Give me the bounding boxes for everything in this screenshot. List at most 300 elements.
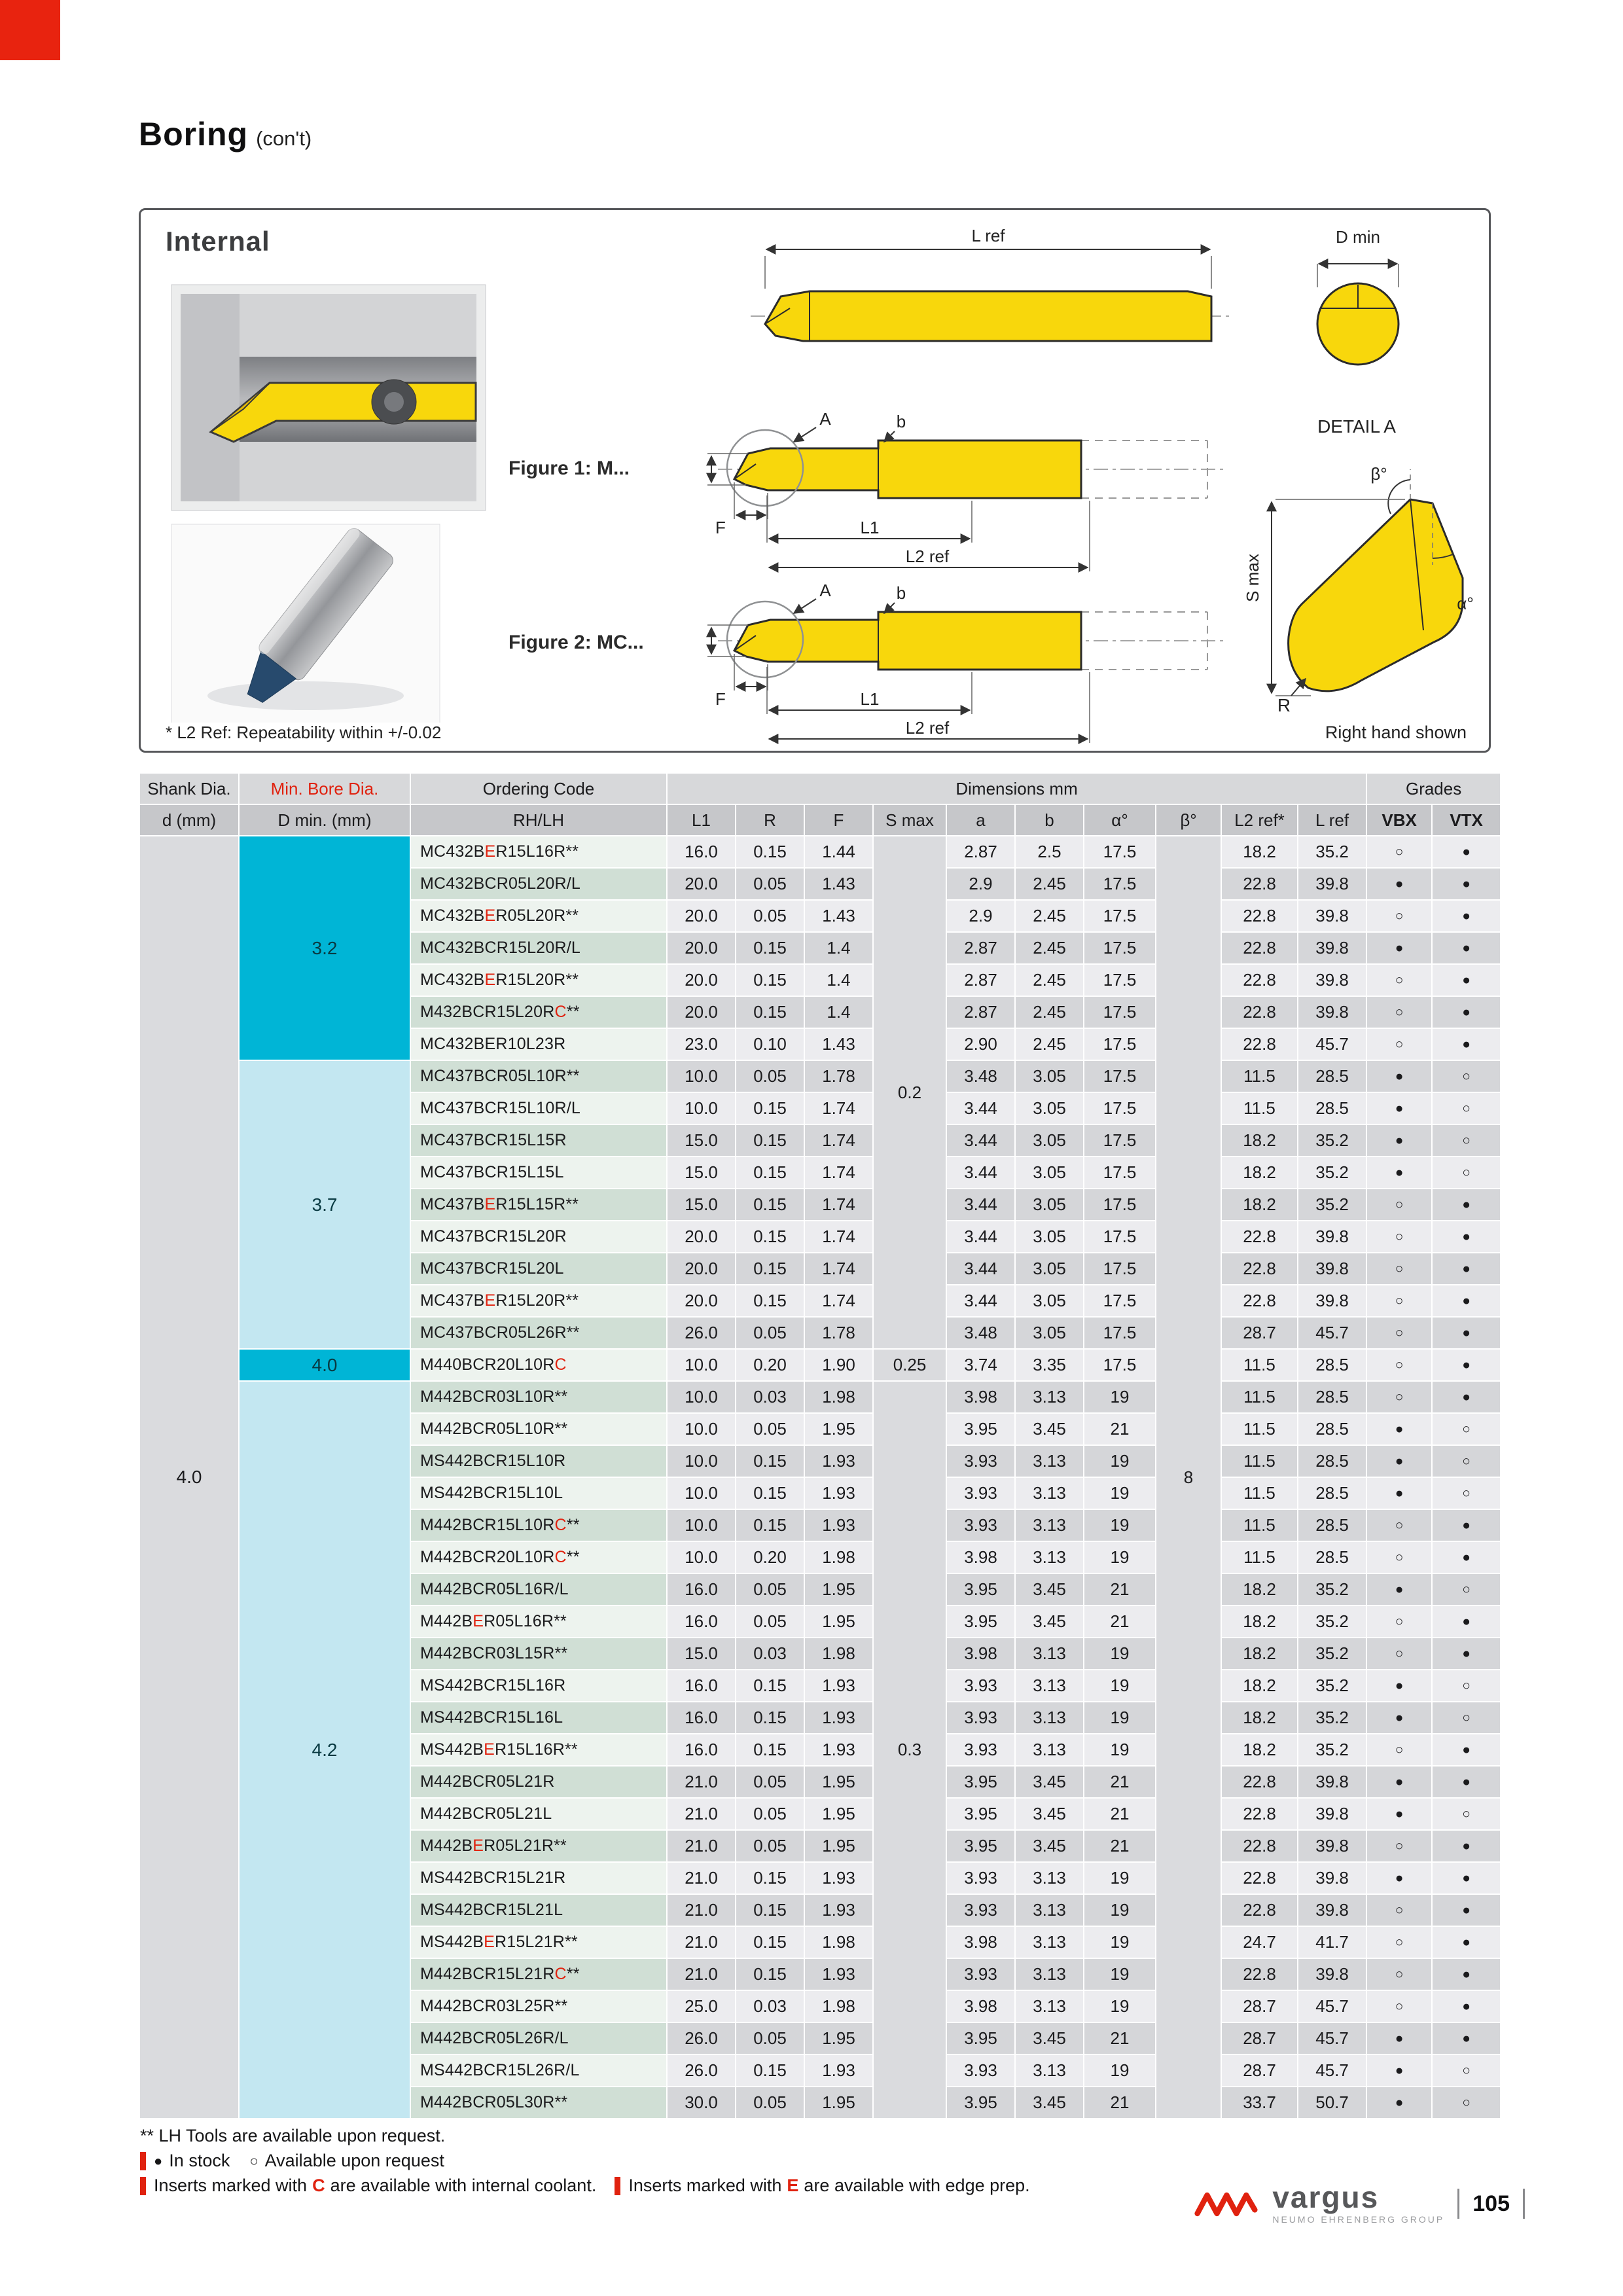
dim-value-cell: 3.93 — [947, 1510, 1014, 1541]
dim-value-cell: 1.78 — [805, 1318, 872, 1348]
dim-value-cell: 28.7 — [1222, 2023, 1297, 2054]
ordering-code-cell: M442BCR03L15R** — [411, 1638, 666, 1669]
dim-value-cell: 26.0 — [668, 2023, 735, 2054]
dim-value-cell: 1.78 — [805, 1061, 872, 1092]
dim-value-cell: 19 — [1084, 1478, 1155, 1509]
dim-value-cell: 18.2 — [1222, 1670, 1297, 1701]
dim-value-cell: 0.05 — [736, 1574, 804, 1605]
ordering-code-cell: M442BCR05L30R** — [411, 2087, 666, 2118]
dim-value-cell: 2.90 — [947, 1029, 1014, 1060]
right-hand-note: Right hand shown — [1325, 723, 1467, 742]
grade-vbx-cell: ○ — [1367, 1606, 1431, 1637]
dim-value-cell: 3.13 — [1016, 1638, 1083, 1669]
grade-vtx-cell: ● — [1433, 1991, 1500, 2022]
dim-value-cell: 2.87 — [947, 933, 1014, 963]
header-min-bore-dia: Min. Bore Dia. — [240, 774, 410, 804]
dim-value-cell: 20.0 — [668, 933, 735, 963]
bore-dia-cell: 4.2 — [240, 1382, 410, 2118]
grade-vbx-cell: ● — [1367, 1125, 1431, 1156]
dim-value-cell: 3.93 — [947, 1702, 1014, 1733]
grade-vbx-cell: ○ — [1367, 1638, 1431, 1669]
grade-vtx-cell: ● — [1433, 2023, 1500, 2054]
dim-value-cell: 3.45 — [1016, 2087, 1083, 2118]
dim-value-cell: 26.0 — [668, 1318, 735, 1348]
dim-value-cell: 3.44 — [947, 1285, 1014, 1316]
ordering-code-cell: MS442BER15L16R** — [411, 1734, 666, 1765]
dim-value-cell: 1.93 — [805, 1702, 872, 1733]
dim-value-cell: 35.2 — [1298, 836, 1366, 867]
grade-vtx-cell: ○ — [1433, 1478, 1500, 1509]
dim-value-cell: 0.05 — [736, 1606, 804, 1637]
dim-value-cell: 3.95 — [947, 1767, 1014, 1797]
dim-value-cell: 17.5 — [1084, 1125, 1155, 1156]
dim-value-cell: 2.45 — [1016, 1029, 1083, 1060]
dim-value-cell: 21 — [1084, 1767, 1155, 1797]
dim-value-cell: 26.0 — [668, 2055, 735, 2086]
dim-value-cell: 20.0 — [668, 1285, 735, 1316]
dim-value-cell: 22.8 — [1222, 965, 1297, 996]
subheader-a: a — [947, 805, 1014, 835]
grade-vbx-cell: ○ — [1367, 1382, 1431, 1412]
figure1-drawing — [707, 409, 1223, 571]
grade-vbx-cell: ● — [1367, 1799, 1431, 1829]
grade-vbx-cell: ● — [1367, 2087, 1431, 2118]
header-shank-dia: Shank Dia. — [140, 774, 238, 804]
s-max-cell: 0.3 — [874, 1382, 946, 2118]
dim-value-cell: 2.87 — [947, 997, 1014, 1028]
grade-vbx-cell: ● — [1367, 2023, 1431, 2054]
page-number-divider — [1523, 2189, 1525, 2219]
lh-footnote — [140, 2126, 1030, 2146]
ordering-code-cell: MC437BER15L15R** — [411, 1189, 666, 1220]
dim-value-cell: 28.5 — [1298, 1542, 1366, 1573]
in-stock-dot-icon: ● — [154, 2152, 163, 2169]
grade-vtx-cell: ○ — [1433, 1702, 1500, 1733]
dim-value-cell: 22.8 — [1222, 1831, 1297, 1861]
dim-value-cell: 17.5 — [1084, 901, 1155, 931]
in-stock-label: In stock — [169, 2151, 230, 2170]
dim-value-cell: 1.4 — [805, 965, 872, 996]
dim-value-cell: 10.0 — [668, 1510, 735, 1541]
dim-value-cell: 3.95 — [947, 1414, 1014, 1444]
dim-value-cell: 39.8 — [1298, 1799, 1366, 1829]
dim-value-cell: 45.7 — [1298, 1029, 1366, 1060]
dim-value-cell: 3.13 — [1016, 1510, 1083, 1541]
dim-value-cell: 28.5 — [1298, 1350, 1366, 1380]
dim-value-cell: 0.15 — [736, 1189, 804, 1220]
dim-value-cell: 39.8 — [1298, 901, 1366, 931]
dim-value-cell: 0.05 — [736, 1414, 804, 1444]
dim-value-cell: 1.43 — [805, 869, 872, 899]
dim-value-cell: 18.2 — [1222, 1734, 1297, 1765]
grade-vtx-cell: ● — [1433, 1895, 1500, 1926]
dim-value-cell: 2.45 — [1016, 933, 1083, 963]
dim-value-cell: 19 — [1084, 1638, 1155, 1669]
table-header-row — [140, 774, 1500, 804]
ordering-code-cell: MS442BCR15L16L — [411, 1702, 666, 1733]
dim-value-cell: 0.03 — [736, 1991, 804, 2022]
dim-value-cell: 21 — [1084, 1799, 1155, 1829]
grade-vbx-cell: ○ — [1367, 901, 1431, 931]
dim-value-cell: 3.93 — [947, 1863, 1014, 1893]
note-bar-icon — [615, 2177, 620, 2195]
dim-value-cell: 3.45 — [1016, 1767, 1083, 1797]
grade-vtx-cell: ● — [1433, 933, 1500, 963]
table-row — [140, 1350, 1500, 1380]
dim-value-cell: 15.0 — [668, 1189, 735, 1220]
dim-value-cell: 35.2 — [1298, 1702, 1366, 1733]
dim-value-cell: 18.2 — [1222, 1702, 1297, 1733]
grade-vbx-cell: ● — [1367, 2055, 1431, 2086]
marked-letter: E — [473, 1837, 484, 1855]
dim-value-cell: 0.15 — [736, 1510, 804, 1541]
grade-vtx-cell: ● — [1433, 1318, 1500, 1348]
dim-value-cell: 19 — [1084, 1959, 1155, 1990]
ordering-code-cell: MC437BER15L20R** — [411, 1285, 666, 1316]
dim-value-cell: 0.15 — [736, 836, 804, 867]
dim-value-cell: 19 — [1084, 1542, 1155, 1573]
grade-vbx-cell: ○ — [1367, 997, 1431, 1028]
dim-value-cell: 3.35 — [1016, 1350, 1083, 1380]
dim-value-cell: 0.03 — [736, 1638, 804, 1669]
grade-vtx-cell: ● — [1433, 1767, 1500, 1797]
dim-value-cell: 20.0 — [668, 1253, 735, 1284]
dim-value-cell: 1.93 — [805, 1734, 872, 1765]
table-row — [140, 836, 1500, 867]
dim-value-cell: 16.0 — [668, 1574, 735, 1605]
dim-value-cell: 1.74 — [805, 1253, 872, 1284]
ordering-code-cell: M442BCR03L25R** — [411, 1991, 666, 2022]
dim-lref-label: L ref — [971, 226, 1005, 245]
grade-vbx-cell: ○ — [1367, 965, 1431, 996]
dim-value-cell: 1.93 — [805, 1959, 872, 1990]
subheader-s-max: S max — [874, 805, 946, 835]
dim-value-cell: 22.8 — [1222, 1895, 1297, 1926]
dim-value-cell: 1.98 — [805, 1382, 872, 1412]
dim-value-cell: 0.05 — [736, 1831, 804, 1861]
dim-value-cell: 3.98 — [947, 1382, 1014, 1412]
dim-value-cell: 17.5 — [1084, 1157, 1155, 1188]
dim-value-cell: 11.5 — [1222, 1542, 1297, 1573]
dim-value-cell: 39.8 — [1298, 997, 1366, 1028]
grade-vbx-cell: ○ — [1367, 1734, 1431, 1765]
dim-value-cell: 16.0 — [668, 1734, 735, 1765]
dim-value-cell: 11.5 — [1222, 1478, 1297, 1509]
dim-value-cell: 3.05 — [1016, 1157, 1083, 1188]
vargus-logo — [1194, 2180, 1445, 2225]
dim-value-cell: 0.15 — [736, 1478, 804, 1509]
grade-vbx-cell: ○ — [1367, 1029, 1431, 1060]
dim-value-cell: 10.0 — [668, 1093, 735, 1124]
subheader-l2-ref-: L2 ref* — [1222, 805, 1297, 835]
dim-dmin-label: D min — [1336, 227, 1380, 247]
grade-vbx-cell: ● — [1367, 1157, 1431, 1188]
dim-value-cell: 45.7 — [1298, 1318, 1366, 1348]
dim-value-cell: 3.13 — [1016, 2055, 1083, 2086]
marked-letter: C — [554, 1548, 567, 1566]
dim-value-cell: 45.7 — [1298, 2055, 1366, 2086]
page-title-suffix: (con't) — [256, 127, 312, 150]
grade-vtx-cell: ● — [1433, 1350, 1500, 1380]
dim-value-cell: 0.10 — [736, 1029, 804, 1060]
dim-value-cell: 0.15 — [736, 1702, 804, 1733]
dim-value-cell: 39.8 — [1298, 1253, 1366, 1284]
marked-letter: E — [484, 1195, 496, 1213]
subheader-vbx: VBX — [1367, 805, 1431, 835]
bore-dia-cell: 4.0 — [240, 1350, 410, 1380]
page-title-text: Boring — [139, 116, 249, 152]
edge-note-pre: Inserts marked with — [628, 2176, 782, 2195]
dim-value-cell: 35.2 — [1298, 1734, 1366, 1765]
dim-value-cell: 16.0 — [668, 1670, 735, 1701]
dim-value-cell: 28.7 — [1222, 1991, 1297, 2022]
ordering-code-cell: M442BCR15L21RC** — [411, 1959, 666, 1990]
grade-vtx-cell: ○ — [1433, 1157, 1500, 1188]
dim-value-cell: 18.2 — [1222, 1189, 1297, 1220]
dim-value-cell: 3.93 — [947, 1734, 1014, 1765]
dim-value-cell: 11.5 — [1222, 1061, 1297, 1092]
ordering-code-cell: MC432BCR05L20R/L — [411, 869, 666, 899]
dim-value-cell: 28.5 — [1298, 1478, 1366, 1509]
dim-value-cell: 39.8 — [1298, 1767, 1366, 1797]
dim-value-cell: 3.98 — [947, 1638, 1014, 1669]
grade-vtx-cell: ● — [1433, 1638, 1500, 1669]
dim-value-cell: 19 — [1084, 1670, 1155, 1701]
dim-value-cell: 0.20 — [736, 1350, 804, 1380]
dim-value-cell: 3.13 — [1016, 1927, 1083, 1958]
dim-value-cell: 20.0 — [668, 901, 735, 931]
ordering-code-cell: MC437BCR05L10R** — [411, 1061, 666, 1092]
marked-letter: E — [484, 1291, 496, 1310]
dim-value-cell: 1.74 — [805, 1093, 872, 1124]
dim-value-cell: 0.03 — [736, 1382, 804, 1412]
dim-value-cell: 0.15 — [736, 1253, 804, 1284]
grade-vbx-cell: ○ — [1367, 1221, 1431, 1252]
dim-value-cell: 1.74 — [805, 1189, 872, 1220]
grade-vtx-cell: ○ — [1433, 1093, 1500, 1124]
dim-value-cell: 0.05 — [736, 901, 804, 931]
dim-value-cell: 3.48 — [947, 1061, 1014, 1092]
dim-value-cell: 3.93 — [947, 1478, 1014, 1509]
dim-value-cell: 3.05 — [1016, 1253, 1083, 1284]
dim-value-cell: 1.93 — [805, 2055, 872, 2086]
dim-value-cell: 1.95 — [805, 1574, 872, 1605]
ordering-code-cell: M442BER05L21R** — [411, 1831, 666, 1861]
dim-value-cell: 28.5 — [1298, 1382, 1366, 1412]
detail-a-label: DETAIL A — [1317, 416, 1396, 437]
grade-vtx-cell: ● — [1433, 1927, 1500, 1958]
dim-value-cell: 39.8 — [1298, 1221, 1366, 1252]
photo-boring-tool — [171, 524, 440, 725]
subheader--: α° — [1084, 805, 1155, 835]
dim-value-cell: 22.8 — [1222, 869, 1297, 899]
ordering-code-cell: M442BCR05L26R/L — [411, 2023, 666, 2054]
subheader-vtx: VTX — [1433, 805, 1500, 835]
grade-vbx-cell: ○ — [1367, 1831, 1431, 1861]
dim-value-cell: 39.8 — [1298, 1285, 1366, 1316]
on-request-label: Available upon request — [264, 2151, 444, 2170]
dim-value-cell: 2.9 — [947, 869, 1014, 899]
dim-value-cell: 3.05 — [1016, 1093, 1083, 1124]
dim-value-cell: 1.95 — [805, 1831, 872, 1861]
dim-value-cell: 1.74 — [805, 1125, 872, 1156]
dim-value-cell: 19 — [1084, 1702, 1155, 1733]
dim-value-cell: 3.44 — [947, 1189, 1014, 1220]
grade-vbx-cell: ● — [1367, 1670, 1431, 1701]
dim-value-cell: 0.15 — [736, 1446, 804, 1477]
grade-vbx-cell: ○ — [1367, 1253, 1431, 1284]
grade-vbx-cell: ○ — [1367, 1895, 1431, 1926]
dim-value-cell: 1.93 — [805, 1510, 872, 1541]
lh-footnote-text: ** LH Tools are available upon request. — [140, 2126, 446, 2145]
dim-value-cell: 30.0 — [668, 2087, 735, 2118]
dim-value-cell: 1.4 — [805, 933, 872, 963]
marked-letter: E — [484, 906, 496, 925]
dim-value-cell: 0.15 — [736, 933, 804, 963]
dim-value-cell: 45.7 — [1298, 1991, 1366, 2022]
dim-value-cell: 3.44 — [947, 1253, 1014, 1284]
dim-value-cell: 0.05 — [736, 2087, 804, 2118]
grade-vbx-cell: ○ — [1367, 1542, 1431, 1573]
dim-value-cell: 22.8 — [1222, 1799, 1297, 1829]
dim-value-cell: 18.2 — [1222, 1606, 1297, 1637]
grade-vtx-cell: ○ — [1433, 1574, 1500, 1605]
technical-drawing — [142, 211, 1489, 751]
dim-value-cell: 0.15 — [736, 1285, 804, 1316]
dim-value-cell: 39.8 — [1298, 1831, 1366, 1861]
dim-value-cell: 22.8 — [1222, 901, 1297, 931]
dim-value-cell: 1.95 — [805, 1799, 872, 1829]
dim-value-cell: 3.93 — [947, 1959, 1014, 1990]
marked-letter: E — [473, 1612, 484, 1630]
dim-value-cell: 11.5 — [1222, 1350, 1297, 1380]
dim-value-cell: 17.5 — [1084, 1253, 1155, 1284]
dim-value-cell: 3.93 — [947, 1670, 1014, 1701]
angle-alpha-label: α° — [1457, 594, 1474, 613]
vargus-zigzag-icon — [1194, 2190, 1267, 2217]
dim-value-cell: 28.7 — [1222, 2055, 1297, 2086]
header-ordering-code: Ordering Code — [411, 774, 666, 804]
marked-letter: C — [554, 1965, 567, 1983]
dim-value-cell: 17.5 — [1084, 1029, 1155, 1060]
grade-vbx-cell: ○ — [1367, 1991, 1431, 2022]
dim-value-cell: 3.13 — [1016, 1670, 1083, 1701]
dim-value-cell: 0.15 — [736, 1895, 804, 1926]
s-max-cell: 0.2 — [874, 836, 946, 1348]
marked-letter: E — [484, 1933, 495, 1951]
ordering-code-cell: M442BCR05L16R/L — [411, 1574, 666, 1605]
front-view-drawing — [1317, 227, 1399, 365]
grade-vtx-cell: ● — [1433, 997, 1500, 1028]
ordering-code-cell: MS442BCR15L16R — [411, 1670, 666, 1701]
dim-value-cell: 19 — [1084, 1927, 1155, 1958]
dim-value-cell: 16.0 — [668, 1606, 735, 1637]
insert-tip-profile — [1289, 499, 1463, 691]
dim-value-cell: 3.44 — [947, 1157, 1014, 1188]
dim-value-cell: 21 — [1084, 2023, 1155, 2054]
dim-value-cell: 0.05 — [736, 869, 804, 899]
ordering-code-cell: M442BCR20L10RC** — [411, 1542, 666, 1573]
dim-value-cell: 15.0 — [668, 1125, 735, 1156]
dim-value-cell: 11.5 — [1222, 1414, 1297, 1444]
dim-value-cell: 17.5 — [1084, 1350, 1155, 1380]
dim-value-cell: 3.95 — [947, 1831, 1014, 1861]
dim-value-cell: 28.5 — [1298, 1510, 1366, 1541]
grade-vtx-cell: ● — [1433, 1959, 1500, 1990]
grade-vtx-cell: ○ — [1433, 1414, 1500, 1444]
dim-value-cell: 3.45 — [1016, 1831, 1083, 1861]
figure-panel — [139, 208, 1491, 753]
brand-name: vargus — [1272, 2180, 1380, 2214]
dim-value-cell: 21.0 — [668, 1767, 735, 1797]
dim-value-cell: 21.0 — [668, 1959, 735, 1990]
ordering-code-cell: MS442BCR15L21R — [411, 1863, 666, 1893]
dim-value-cell: 2.45 — [1016, 901, 1083, 931]
table-row — [140, 1061, 1500, 1092]
dim-value-cell: 19 — [1084, 2055, 1155, 2086]
dim-value-cell: 3.13 — [1016, 1959, 1083, 1990]
dim-value-cell: 1.74 — [805, 1285, 872, 1316]
dim-value-cell: 1.98 — [805, 1638, 872, 1669]
grade-vbx-cell: ● — [1367, 1446, 1431, 1477]
ordering-code-cell: MC437BCR15L10R/L — [411, 1093, 666, 1124]
dim-value-cell: 39.8 — [1298, 933, 1366, 963]
ordering-code-cell: MC432BER05L20R** — [411, 901, 666, 931]
dim-value-cell: 1.74 — [805, 1157, 872, 1188]
marked-letter: E — [484, 971, 496, 989]
dim-value-cell: 3.93 — [947, 1446, 1014, 1477]
dim-value-cell: 28.5 — [1298, 1414, 1366, 1444]
dim-smax-label: S max — [1243, 554, 1262, 602]
dim-value-cell: 2.45 — [1016, 997, 1083, 1028]
dim-value-cell: 3.05 — [1016, 1285, 1083, 1316]
footer-brand — [1194, 2180, 1525, 2225]
side-view-drawing — [751, 226, 1234, 341]
dim-value-cell: 28.5 — [1298, 1093, 1366, 1124]
dim-value-cell: 10.0 — [668, 1478, 735, 1509]
dim-value-cell: 19 — [1084, 1510, 1155, 1541]
dim-value-cell: 2.87 — [947, 965, 1014, 996]
ordering-code-cell: MS442BCR15L26R/L — [411, 2055, 666, 2086]
dim-value-cell: 3.13 — [1016, 1863, 1083, 1893]
dim-value-cell: 0.15 — [736, 1959, 804, 1990]
grade-vtx-cell: ○ — [1433, 1799, 1500, 1829]
dim-value-cell: 3.95 — [947, 1606, 1014, 1637]
grade-vtx-cell: ● — [1433, 901, 1500, 931]
dim-value-cell: 1.95 — [805, 1767, 872, 1797]
on-request-dot-icon: ○ — [249, 2152, 259, 2169]
dim-value-cell: 35.2 — [1298, 1574, 1366, 1605]
marked-letter: C — [554, 1003, 567, 1021]
dim-value-cell: 3.93 — [947, 1895, 1014, 1926]
dim-value-cell: 3.44 — [947, 1221, 1014, 1252]
photo-internal-boring-illustration — [171, 285, 486, 511]
dim-value-cell: 1.93 — [805, 1670, 872, 1701]
dim-value-cell: 50.7 — [1298, 2087, 1366, 2118]
dim-value-cell: 10.0 — [668, 1446, 735, 1477]
grade-vtx-cell: ● — [1433, 1189, 1500, 1220]
dim-value-cell: 3.45 — [1016, 1574, 1083, 1605]
grade-vbx-cell: ● — [1367, 933, 1431, 963]
subheader-f: F — [805, 805, 872, 835]
grade-vbx-cell: ○ — [1367, 1959, 1431, 1990]
dim-value-cell: 2.9 — [947, 901, 1014, 931]
dim-value-cell: 35.2 — [1298, 1670, 1366, 1701]
dim-value-cell: 18.2 — [1222, 1638, 1297, 1669]
dim-value-cell: 3.05 — [1016, 1061, 1083, 1092]
dim-value-cell: 10.0 — [668, 1382, 735, 1412]
dim-value-cell: 21 — [1084, 1414, 1155, 1444]
